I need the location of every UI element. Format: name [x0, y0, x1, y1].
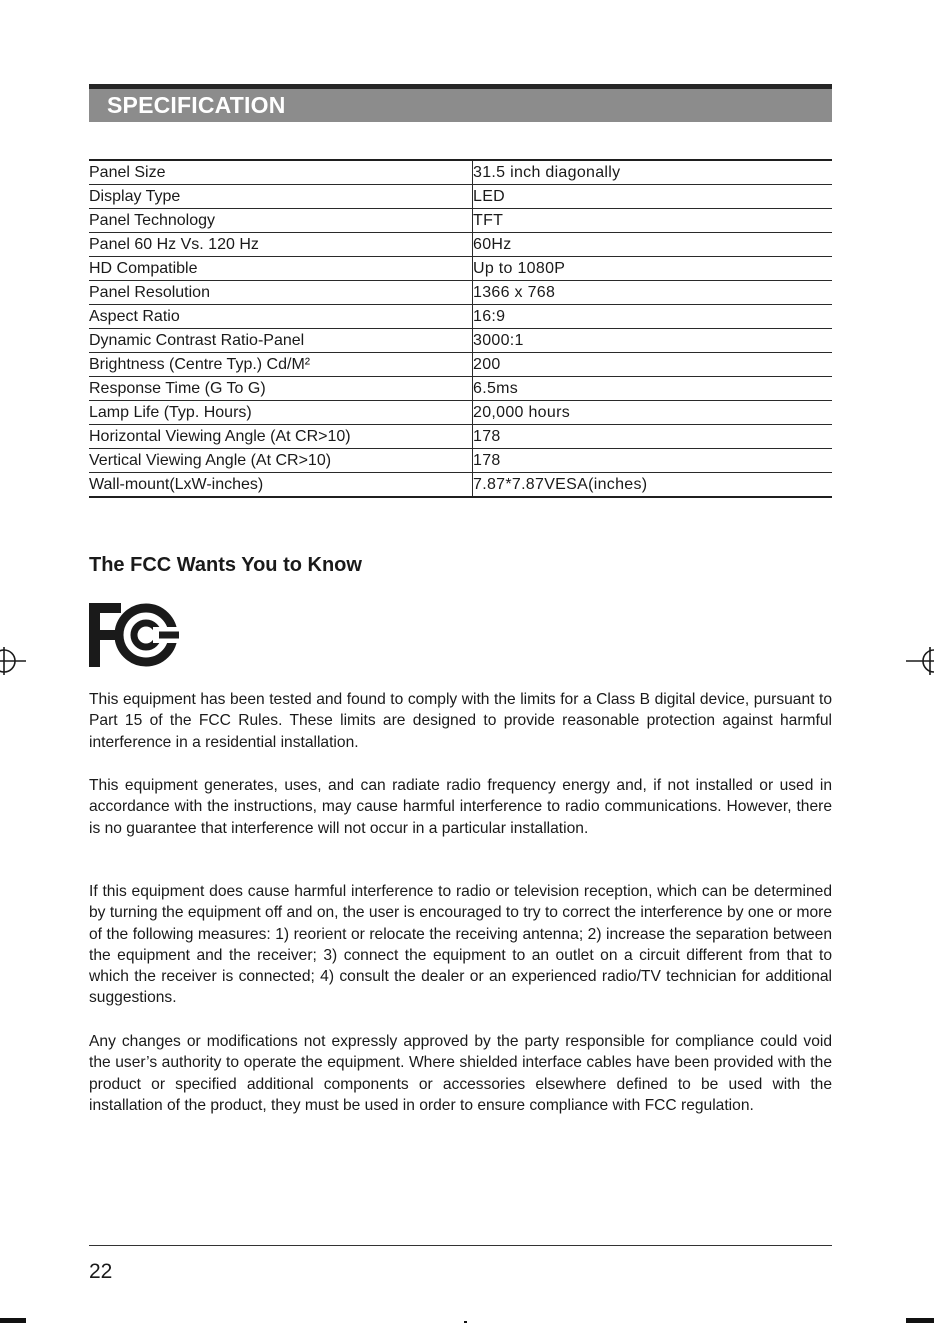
spec-label: Lamp Life (Typ. Hours) — [89, 401, 473, 425]
footer-divider — [89, 1245, 832, 1246]
crop-mark-right — [906, 1318, 934, 1323]
fcc-paragraph: Any changes or modifications not expressly approved by the party responsible for compliance could void the user’s authority to operate the equipment. Where shielded interface cables have been provided with the product or specified additional components or accessories elsewhere defined to be used with the installation of the product, they must be used in order to ensure compliance with FCC regulation. — [89, 1033, 832, 1114]
spec-label: Aspect Ratio — [89, 305, 473, 329]
page-number: 22 — [89, 1260, 113, 1283]
spec-row — [89, 305, 832, 329]
spec-row — [89, 473, 832, 498]
spec-row — [89, 160, 832, 185]
fcc-heading: The FCC Wants You to Know — [89, 554, 362, 576]
spec-label: Response Time (G To G) — [89, 377, 473, 401]
spec-value: 31.5 inch diagonally — [473, 160, 833, 185]
spec-value: 6.5ms — [473, 377, 833, 401]
fcc-paragraph: If this equipment does cause harmful interference to radio or television reception, which can be determined by turning the equipment off and on, the user is encouraged to try to correct the interference by one or more of the following measures: 1) reorient or relocate the receiving antenna; 2) increase the separation between the equipment and the receiver; 3) connect the equipment to an outlet on a circuit different from that to which the receiver is connected; 4) consult the dealer or an experienced radio/TV technician for additional suggestions. — [89, 883, 832, 1007]
spec-value: 60Hz — [473, 233, 833, 257]
spec-value: 1366 x 768 — [473, 281, 833, 305]
spec-value: TFT — [473, 209, 833, 233]
spec-label: Panel Size — [89, 160, 473, 185]
spec-row — [89, 185, 832, 209]
crop-mark-left — [0, 1318, 26, 1323]
spec-value: 178 — [473, 449, 833, 473]
spec-row — [89, 209, 832, 233]
spec-label: Panel Technology — [89, 209, 473, 233]
spec-row — [89, 281, 832, 305]
registration-mark-left — [0, 645, 26, 677]
spec-row — [89, 377, 832, 401]
section-header-banner — [89, 84, 832, 122]
registration-mark-right — [906, 645, 934, 677]
spec-value: 20,000 hours — [473, 401, 833, 425]
spec-label: Horizontal Viewing Angle (At CR>10) — [89, 425, 473, 449]
spec-label: HD Compatible — [89, 257, 473, 281]
spec-label: Brightness (Centre Typ.) Cd/M² — [89, 353, 473, 377]
fcc-paragraph: This equipment generates, uses, and can radiate radio frequency energy and, if not installed or used in accordance with the instructions, may cause harmful interference to radio communications. However, there is no guarantee that interference will not occur in a particular installation. — [89, 777, 832, 837]
fcc-logo — [89, 603, 179, 667]
spec-value: 178 — [473, 425, 833, 449]
spec-label: Display Type — [89, 185, 473, 209]
spec-value: 7.87*7.87VESA(inches) — [473, 473, 833, 498]
specification-table — [89, 159, 832, 498]
spec-row — [89, 257, 832, 281]
spec-row — [89, 425, 832, 449]
spec-value: 200 — [473, 353, 833, 377]
spec-row — [89, 353, 832, 377]
spec-label: Wall-mount(LxW-inches) — [89, 473, 473, 498]
spec-label: Vertical Viewing Angle (At CR>10) — [89, 449, 473, 473]
spec-value: LED — [473, 185, 833, 209]
fcc-paragraph: This equipment has been tested and found to comply with the limits for a Class B digital device, pursuant to Part 15 of the FCC Rules. These limits are designed to provide reasonable protection against harmful interference in a residential installation. — [89, 691, 832, 751]
spec-label: Dynamic Contrast Ratio-Panel — [89, 329, 473, 353]
spec-label: Panel Resolution — [89, 281, 473, 305]
spec-value: Up to 1080P — [473, 257, 833, 281]
section-title: SPECIFICATION — [107, 92, 286, 118]
spec-row — [89, 401, 832, 425]
spec-row — [89, 449, 832, 473]
spec-row — [89, 329, 832, 353]
spec-row — [89, 233, 832, 257]
spec-value: 3000:1 — [473, 329, 833, 353]
spec-label: Panel 60 Hz Vs. 120 Hz — [89, 233, 473, 257]
spec-value: 16:9 — [473, 305, 833, 329]
